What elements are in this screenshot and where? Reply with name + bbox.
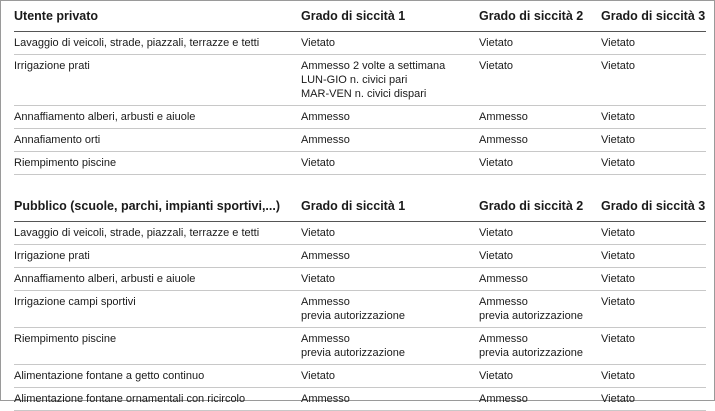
public-header-row bbox=[14, 191, 706, 222]
rule-text: Vietato bbox=[601, 134, 636, 146]
rule-text: Ammesso bbox=[301, 393, 350, 405]
water-use-label: Alimentazione fontane a getto continuo bbox=[14, 365, 301, 388]
water-use-label: Annaffiamento alberi, arbusti e aiuole bbox=[14, 106, 301, 129]
rule-text: Ammesso bbox=[479, 111, 528, 123]
table-row bbox=[14, 365, 706, 388]
water-use-label: Lavaggio di veicoli, strade, piazzali, terrazze e tetti bbox=[14, 32, 301, 55]
rule-text: Vietato bbox=[601, 250, 636, 262]
rule-text: Vietato bbox=[301, 37, 336, 49]
rule-cell-g2 bbox=[479, 365, 601, 388]
public-section-title: Pubblico (scuole, parchi, impianti sportivi,...) bbox=[14, 191, 301, 222]
rule-text: Vietato bbox=[601, 393, 636, 405]
rule-text: previa autorizzazione bbox=[479, 310, 583, 322]
table-row bbox=[14, 55, 706, 106]
water-use-label: Riempimento piscine bbox=[14, 328, 301, 365]
rule-text: Ammesso bbox=[301, 111, 350, 123]
table-row bbox=[14, 129, 706, 152]
rule-text: Vietato bbox=[601, 296, 636, 308]
rule-text: Ammesso bbox=[479, 134, 528, 146]
rule-cell-g3 bbox=[601, 32, 706, 55]
rule-cell-g3 bbox=[601, 222, 706, 245]
rule-cell-g1 bbox=[301, 32, 479, 55]
rule-text: Ammesso bbox=[479, 273, 528, 285]
rule-text: Vietato bbox=[479, 157, 514, 169]
rule-cell-g1 bbox=[301, 291, 479, 328]
rule-text: Ammesso bbox=[479, 393, 528, 405]
private-grade-header: Grado di siccità 3 bbox=[601, 1, 706, 32]
table-row bbox=[14, 106, 706, 129]
rule-cell-g2 bbox=[479, 106, 601, 129]
water-use-label: Alimentazione fontane ornamentali con ricircolo bbox=[14, 388, 301, 411]
rule-cell-g3 bbox=[601, 291, 706, 328]
rule-cell-g3 bbox=[601, 268, 706, 291]
rule-cell-g2 bbox=[479, 129, 601, 152]
rule-text: LUN-GIO n. civici pari bbox=[301, 74, 408, 86]
rule-text: Vietato bbox=[479, 370, 514, 382]
rule-cell-g1 bbox=[301, 129, 479, 152]
rule-text: previa autorizzazione bbox=[301, 347, 405, 359]
rule-text: Vietato bbox=[601, 157, 636, 169]
rule-cell-g2 bbox=[479, 268, 601, 291]
rule-cell-g3 bbox=[601, 365, 706, 388]
water-use-label: Riempimento piscine bbox=[14, 152, 301, 175]
private-section-title: Utente privato bbox=[14, 1, 301, 32]
table-row bbox=[14, 291, 706, 328]
drought-regulations-table bbox=[14, 1, 706, 411]
rule-cell-g1 bbox=[301, 245, 479, 268]
rule-cell-g1 bbox=[301, 106, 479, 129]
rule-text: Vietato bbox=[301, 157, 336, 169]
rule-text: Vietato bbox=[479, 37, 514, 49]
rule-text: previa autorizzazione bbox=[479, 347, 583, 359]
table-row bbox=[14, 268, 706, 291]
rule-text: Vietato bbox=[601, 227, 636, 239]
rule-cell-g1 bbox=[301, 388, 479, 411]
public-grade-header: Grado di siccità 3 bbox=[601, 191, 706, 222]
rule-text: Ammesso bbox=[479, 333, 528, 345]
table-row bbox=[14, 222, 706, 245]
rule-text: Vietato bbox=[301, 273, 336, 285]
rule-cell-g2 bbox=[479, 222, 601, 245]
rule-text: Ammesso bbox=[301, 250, 350, 262]
rule-cell-g1 bbox=[301, 222, 479, 245]
rule-text: Vietato bbox=[479, 250, 514, 262]
rule-cell-g2 bbox=[479, 245, 601, 268]
rule-cell-g3 bbox=[601, 152, 706, 175]
rule-text: Ammesso bbox=[301, 134, 350, 146]
rule-cell-g3 bbox=[601, 328, 706, 365]
rule-cell-g3 bbox=[601, 388, 706, 411]
table-row bbox=[14, 32, 706, 55]
section-spacer bbox=[14, 175, 706, 192]
private-grade-header: Grado di siccità 2 bbox=[479, 1, 601, 32]
rule-cell-g3 bbox=[601, 129, 706, 152]
rule-text: Vietato bbox=[301, 370, 336, 382]
private-header-row bbox=[14, 1, 706, 32]
rule-cell-g2 bbox=[479, 388, 601, 411]
rule-cell-g2 bbox=[479, 55, 601, 106]
rule-text: Ammesso bbox=[479, 296, 528, 308]
rule-cell-g1 bbox=[301, 268, 479, 291]
table-row bbox=[14, 388, 706, 411]
rule-text: Ammesso bbox=[301, 296, 350, 308]
rule-cell-g3 bbox=[601, 245, 706, 268]
rule-cell-g2 bbox=[479, 328, 601, 365]
private-grade-header: Grado di siccità 1 bbox=[301, 1, 479, 32]
rule-cell-g1 bbox=[301, 365, 479, 388]
rule-cell-g3 bbox=[601, 106, 706, 129]
rule-cell-g1 bbox=[301, 328, 479, 365]
water-use-label: Irrigazione campi sportivi bbox=[14, 291, 301, 328]
rule-cell-g3 bbox=[601, 55, 706, 106]
rule-text: Ammesso 2 volte a settimana bbox=[301, 60, 446, 72]
water-use-label: Irrigazione prati bbox=[14, 245, 301, 268]
water-use-label: Annaffiamento alberi, arbusti e aiuole bbox=[14, 268, 301, 291]
rule-text: Vietato bbox=[479, 227, 514, 239]
rule-text: Vietato bbox=[601, 273, 636, 285]
public-grade-header: Grado di siccità 2 bbox=[479, 191, 601, 222]
rule-cell-g2 bbox=[479, 291, 601, 328]
rule-cell-g1 bbox=[301, 152, 479, 175]
rule-text: Vietato bbox=[601, 60, 636, 72]
table-row bbox=[14, 328, 706, 365]
rule-text: Vietato bbox=[601, 333, 636, 345]
public-grade-header: Grado di siccità 1 bbox=[301, 191, 479, 222]
table-row bbox=[14, 152, 706, 175]
rule-cell-g2 bbox=[479, 152, 601, 175]
table-row bbox=[14, 245, 706, 268]
rule-text: MAR-VEN n. civici dispari bbox=[301, 88, 427, 100]
rule-text: Ammesso bbox=[301, 333, 350, 345]
rule-cell-g2 bbox=[479, 32, 601, 55]
rule-text: Vietato bbox=[601, 111, 636, 123]
rule-cell-g1 bbox=[301, 55, 479, 106]
water-use-label: Lavaggio di veicoli, strade, piazzali, terrazze e tetti bbox=[14, 222, 301, 245]
rule-text: Vietato bbox=[479, 60, 514, 72]
rule-text: Vietato bbox=[601, 37, 636, 49]
water-use-label: Irrigazione prati bbox=[14, 55, 301, 106]
rule-text: previa autorizzazione bbox=[301, 310, 405, 322]
rule-text: Vietato bbox=[601, 370, 636, 382]
water-use-label: Annafiamento orti bbox=[14, 129, 301, 152]
rule-text: Vietato bbox=[301, 227, 336, 239]
